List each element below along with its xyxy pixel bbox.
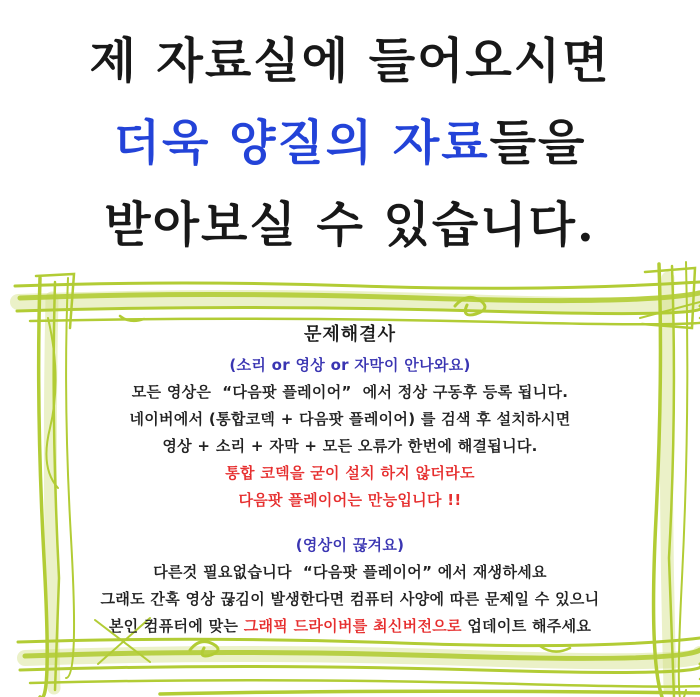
headline-line-2-accent: 더욱 양질의 자료 [113,115,490,171]
section2-line3 [40,613,660,640]
section2-line2: 그래도 간혹 영상 끊김이 발생한다면 컴퓨터 사양에 따른 문제일 수 있으니 [100,590,600,608]
section2-heading: (영상이 끊겨요) [295,536,405,554]
troubleshooter-panel [0,258,700,697]
section1-line2: 네이버에서 (통합코덱 + 다음팟 플레이어) 를 검색 후 설치하시면 [129,410,571,428]
section2-line3-post: 업데이트 해주세요 [461,617,592,635]
headline-line-2 [0,102,700,184]
section1-warning-line2: 다음팟 플레이어는 만능입니다 !! [238,491,462,509]
section1-heading: (소리 or 영상 or 자막이 안나와요) [229,356,471,374]
section2-line3-highlight: 그래픽 드라이버를 최신버전으로 [243,617,462,635]
section1-warning-line1: 통합 코덱을 굳이 설치 하지 않더라도 [225,464,475,482]
headline-line-3: 받아보실 수 있습니다. [104,197,596,253]
section1-line3: 영상 + 소리 + 자막 + 모든 오류가 한번에 해결됩니다. [162,437,538,455]
headline-line-1: 제 자료실에 들어오시면 [89,33,611,89]
section1-line1: 모든 영상은 “다음팟 플레이어” 에서 정상 구동후 등록 됩니다. [131,383,569,401]
section2-line3-pre: 본인 컴퓨터에 맞는 [108,617,244,635]
section2-line1: 다른것 필요없습니다 “다음팟 플레이어” 에서 재생하세요 [153,563,547,581]
panel-title: 문제해결사 [304,324,396,345]
headline [0,0,700,266]
troubleshooter-content [40,324,660,640]
headline-line-2-rest: 들을 [489,115,587,171]
section-gap [40,514,660,532]
